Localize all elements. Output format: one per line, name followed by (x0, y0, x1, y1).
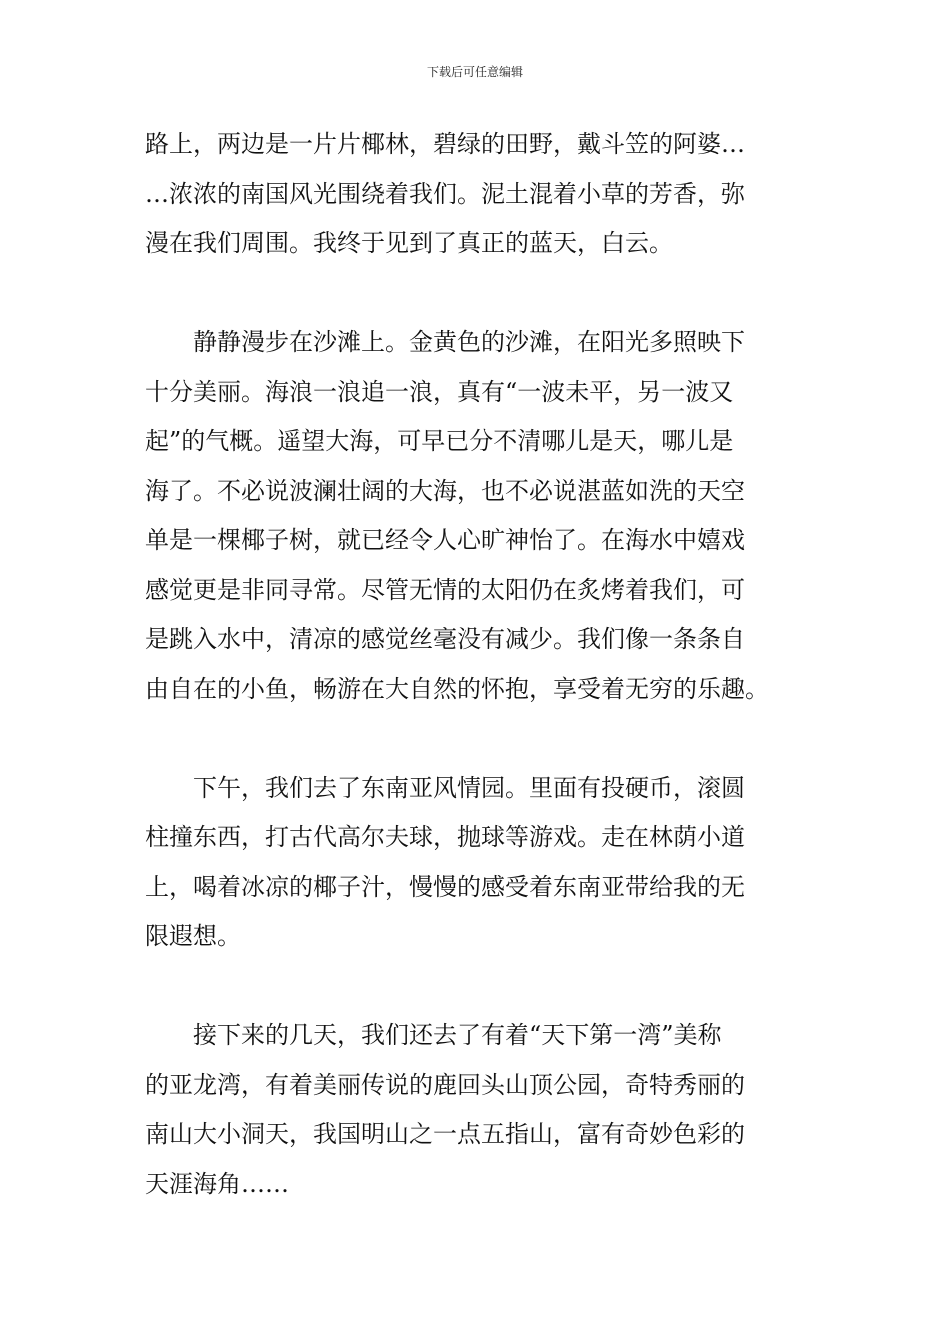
text-line: 是跳入水中，清凉的感觉丝毫没有减少。我们像一条条自 (145, 625, 745, 653)
text-line: 十分美丽。海浪一浪追一浪，真有“一波未平，另一波又 (145, 377, 734, 406)
text-line: 起”的气概。遥望大海，可早已分不清哪儿是天，哪儿是 (145, 427, 734, 455)
text-line: 漫在我们周围。我终于见到了真正的蓝天，白云。 (145, 229, 673, 257)
text-line: 接下来的几天，我们还去了有着“天下第一湾”美称 (145, 1021, 722, 1049)
text-line: 的亚龙湾，有着美丽传说的鹿回头山顶公园，奇特秀丽的 (145, 1070, 745, 1099)
text-line: 感觉更是非同寻常。尽管无情的太阳仍在炙烤着我们，可 (145, 575, 745, 604)
text-line: 南山大小洞天，我国明山之一点五指山，富有奇妙色彩的 (145, 1120, 745, 1148)
text-line: …浓浓的南国风光围绕着我们。泥土混着小草的芳香，弥 (145, 179, 745, 208)
text-line: 由自在的小鱼，畅游在大自然的怀抱，享受着无穷的乐趣。 (145, 674, 769, 703)
page-header: 下载后可任意编辑 (426, 65, 523, 79)
paragraph-4 (145, 1011, 810, 1209)
paragraph-1 (145, 120, 810, 269)
text-line: 上，喝着冰凉的椰子汁，慢慢的感受着东南亚带给我的无 (145, 872, 745, 901)
text-line: 限遐想。 (145, 922, 241, 950)
paragraph-gap (145, 962, 810, 1012)
paragraph-gap (145, 714, 810, 764)
paragraph-gap (145, 269, 810, 319)
text-line: 海了。不必说波澜壮阔的大海，也不必说湛蓝如洗的天空 (145, 476, 745, 505)
paragraph-3 (145, 764, 810, 962)
text-line: 单是一棵椰子树，就已经令人心旷神怡了。在海水中嬉戏 (145, 526, 745, 554)
paragraph-2 (145, 318, 810, 714)
text-line: 天涯海角…… (145, 1169, 289, 1198)
text-line: 下午，我们去了东南亚风情园。里面有投硬币，滚圆 (145, 773, 745, 802)
text-line: 静静漫步在沙滩上。金黄色的沙滩，在阳光多照映下 (145, 328, 745, 356)
text-line: 路上，两边是一片片椰林，碧绿的田野，戴斗笠的阿婆… (145, 130, 745, 158)
document-body (145, 120, 810, 1209)
text-line: 柱撞东西，打古代高尔夫球，抛球等游戏。走在林荫小道 (145, 823, 745, 851)
